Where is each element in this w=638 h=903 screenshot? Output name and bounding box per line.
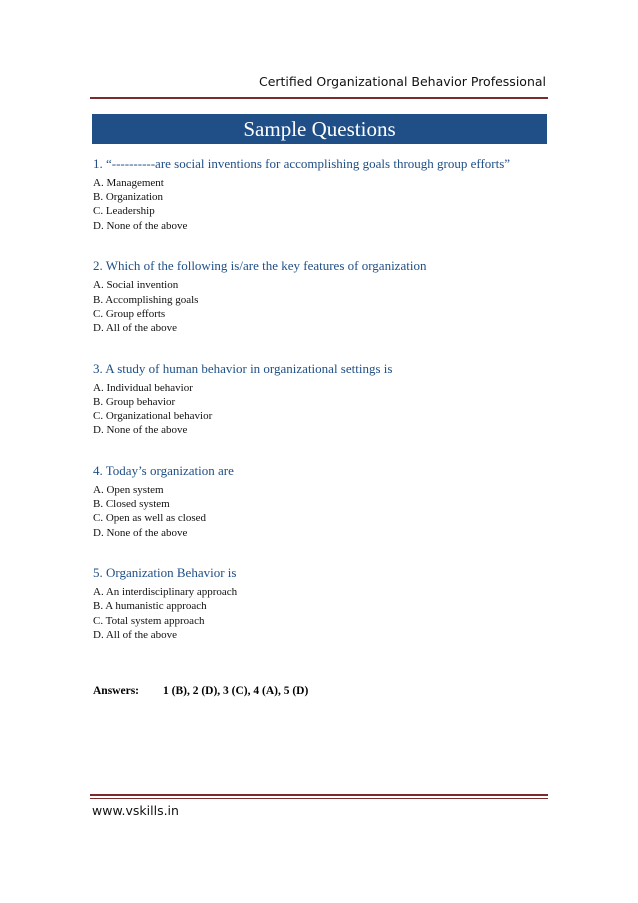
option-d: D. None of the above	[93, 219, 188, 232]
option-a: A. An interdisciplinary approach	[93, 586, 238, 599]
option-a: A. Individual behavior	[93, 381, 193, 394]
question-2	[93, 258, 563, 335]
footer-website: www.vskills.in	[92, 803, 179, 818]
option-b: B. Group behavior	[93, 395, 176, 408]
option-c: C. Total system approach	[93, 614, 205, 627]
question-text: 2. Which of the following is/are the key features of organization	[93, 258, 427, 274]
option-b: B. Accomplishing goals	[93, 293, 199, 306]
question-text: 3. A study of human behavior in organizational settings is	[93, 360, 393, 376]
option-d: D. All of the above	[93, 628, 178, 641]
option-c: C. Open as well as closed	[93, 512, 207, 525]
option-a: A. Social invention	[93, 279, 179, 292]
question-text: 5. Organization Behavior is	[93, 565, 237, 581]
question-4	[93, 463, 563, 540]
question-text: 4. Today’s organization are	[93, 462, 234, 478]
option-b: B. Organization	[93, 191, 164, 204]
header-divider	[90, 97, 548, 99]
question-5	[93, 565, 563, 642]
option-d: D. None of the above	[93, 526, 188, 539]
header-title: Certified Organizational Behavior Professional	[258, 74, 546, 89]
answer-key	[93, 685, 308, 697]
option-d: D. All of the above	[93, 321, 178, 334]
answer-key-value: 1 (B), 2 (D), 3 (C), 4 (A), 5 (D)	[163, 685, 309, 697]
answer-key-label: Answers:	[93, 685, 139, 697]
option-c: C. Group efforts	[93, 307, 166, 320]
section-banner: Sample Questions	[92, 114, 547, 144]
question-1	[93, 156, 563, 233]
footer-divider	[90, 794, 548, 796]
question-3	[93, 361, 563, 438]
question-list	[93, 156, 563, 668]
option-a: A. Management	[93, 177, 164, 189]
option-d: D. None of the above	[93, 424, 188, 437]
option-c: C. Leadership	[93, 205, 155, 218]
question-text: 1. “----------are social inventions for accomplishing goals through group efforts”	[93, 156, 511, 171]
footer-divider-thin	[90, 798, 548, 799]
option-b: B. Closed system	[93, 498, 170, 511]
option-a: A. Open system	[93, 483, 164, 496]
option-c: C. Organizational behavior	[93, 410, 213, 423]
option-b: B. A humanistic approach	[93, 600, 207, 613]
